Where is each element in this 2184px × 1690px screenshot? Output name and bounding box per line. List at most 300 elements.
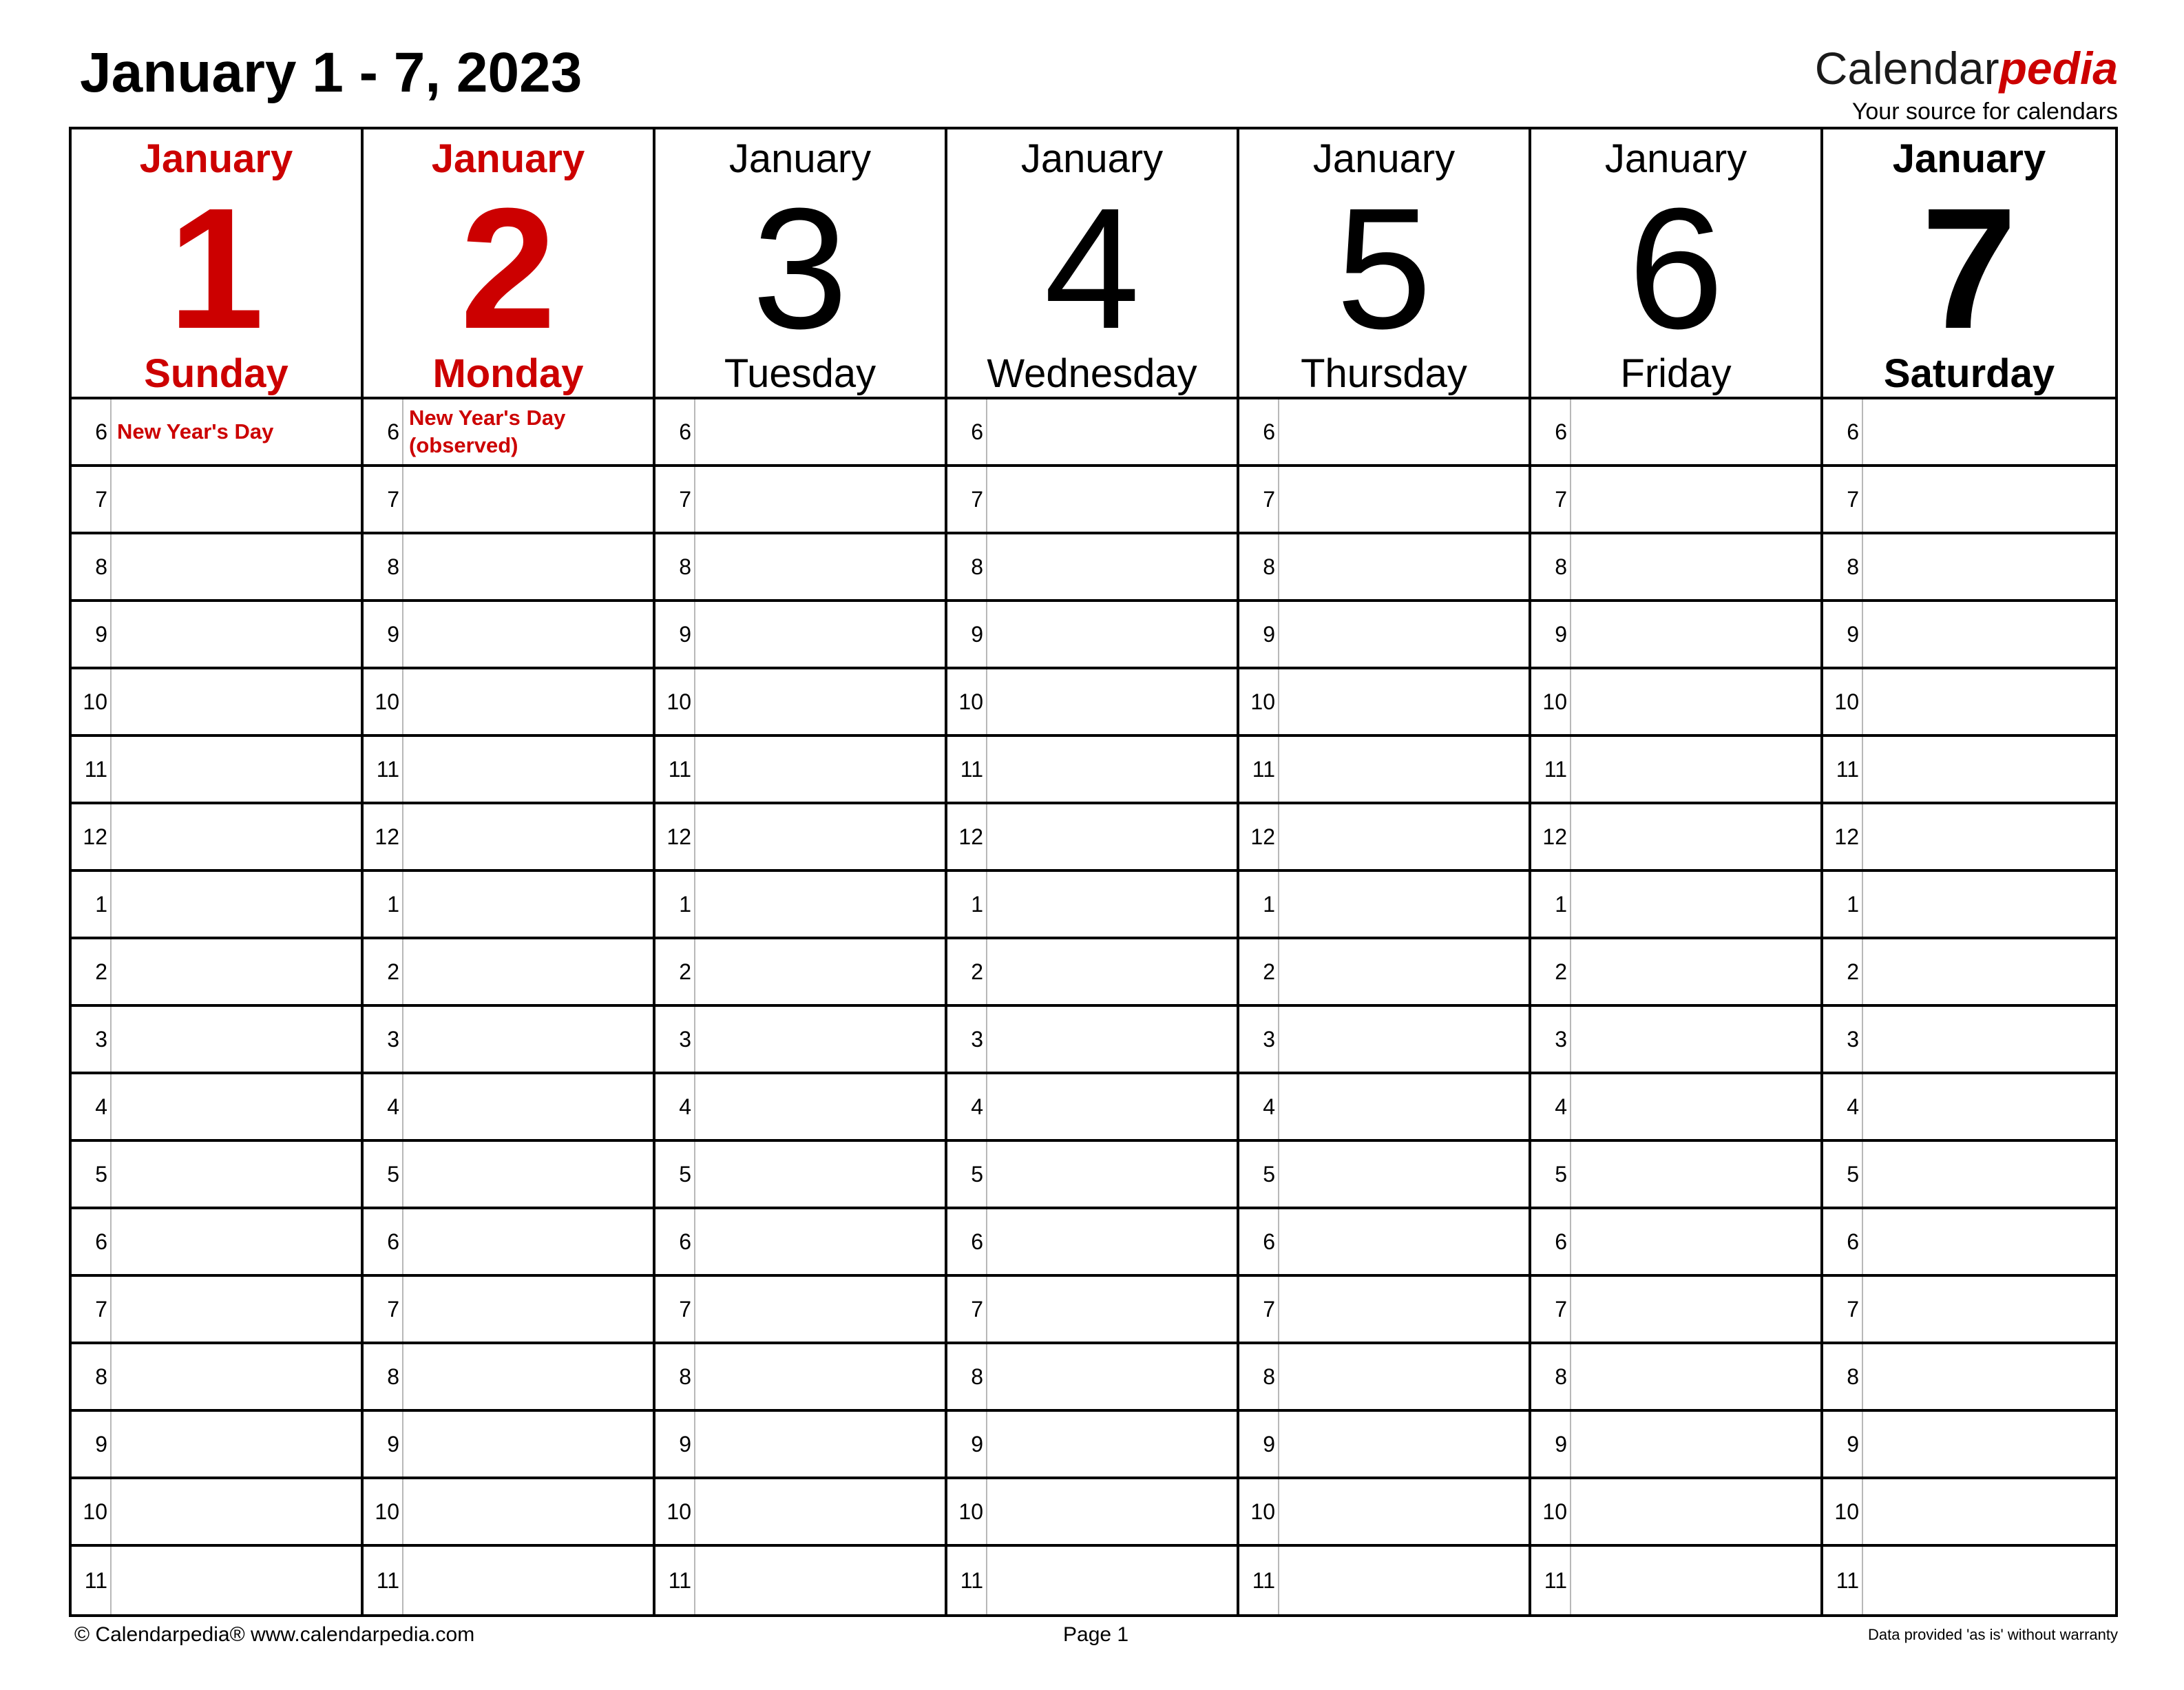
hour-slot[interactable] (1531, 399, 1820, 467)
day-header (364, 129, 653, 399)
hour-slot[interactable] (655, 669, 945, 737)
hour-label: 7 (947, 1277, 987, 1342)
hour-slot[interactable] (947, 939, 1237, 1007)
day-number: 5 (1336, 172, 1432, 364)
day-column (72, 129, 364, 1614)
hour-slot[interactable] (655, 872, 945, 939)
hour-label: 7 (947, 467, 987, 532)
hour-slot[interactable] (364, 1277, 653, 1344)
hour-label: 11 (947, 737, 987, 802)
hour-label: 12 (364, 804, 403, 869)
hour-label: 1 (1823, 872, 1863, 937)
hour-slot[interactable] (947, 1412, 1237, 1479)
hour-slot[interactable] (1823, 534, 2115, 602)
hour-label: 10 (655, 1479, 695, 1544)
hour-label: 6 (1531, 1209, 1571, 1274)
hour-slot[interactable] (1823, 1142, 2115, 1209)
hour-slot[interactable] (947, 467, 1237, 534)
day-column (1823, 129, 2115, 1614)
hour-label: 2 (72, 939, 112, 1004)
page-title: January 1 - 7, 2023 (80, 41, 582, 104)
hour-slot[interactable] (947, 1277, 1237, 1344)
hour-label: 11 (72, 737, 112, 802)
day-month: January (1020, 136, 1164, 181)
hour-slot[interactable] (1239, 1209, 1529, 1277)
hour-label: 3 (655, 1007, 695, 1072)
day-weekday: Friday (1620, 351, 1732, 396)
hour-slot[interactable] (72, 399, 361, 467)
hour-slot[interactable] (364, 1074, 653, 1142)
hour-label: 1 (947, 872, 987, 937)
day-number: 6 (1628, 172, 1724, 364)
hour-label: 9 (947, 602, 987, 667)
hour-slot[interactable] (1239, 939, 1529, 1007)
hour-slot[interactable] (1531, 1479, 1820, 1547)
hour-label: 9 (655, 1412, 695, 1477)
hour-label: 7 (1239, 467, 1279, 532)
hour-slot[interactable] (1239, 872, 1529, 939)
hour-slot[interactable] (655, 602, 945, 669)
hour-label: 8 (364, 1344, 403, 1409)
hour-label: 10 (1239, 1479, 1279, 1544)
hour-label: 2 (1239, 939, 1279, 1004)
hour-label: 2 (364, 939, 403, 1004)
hour-slot[interactable] (1531, 1277, 1820, 1344)
hour-label: 12 (1531, 804, 1571, 869)
brand-name (1815, 39, 2118, 98)
hour-slot[interactable] (947, 1142, 1237, 1209)
hour-label: 10 (947, 1479, 987, 1544)
hour-label: 11 (72, 1547, 112, 1614)
hour-slot[interactable] (1531, 939, 1820, 1007)
hour-label: 12 (947, 804, 987, 869)
hour-slot[interactable] (364, 804, 653, 872)
hour-slot[interactable] (947, 1209, 1237, 1277)
footer-copyright: © Calendarpedia® www.calendarpedia.com (74, 1623, 475, 1646)
hour-label: 8 (1239, 1344, 1279, 1409)
hour-slot[interactable] (72, 534, 361, 602)
hour-slot[interactable] (1239, 1547, 1529, 1614)
hour-slot[interactable] (72, 737, 361, 804)
day-month: January (1312, 136, 1456, 181)
brand-logo (1815, 39, 2118, 125)
hour-slot[interactable] (947, 1547, 1237, 1614)
hour-slot[interactable] (72, 1412, 361, 1479)
hour-slot[interactable] (72, 1547, 361, 1614)
hour-slot[interactable] (1823, 939, 2115, 1007)
hour-label: 1 (1239, 872, 1279, 937)
hour-slot[interactable] (655, 1277, 945, 1344)
hour-slot[interactable] (947, 669, 1237, 737)
hour-slot[interactable] (1823, 1412, 2115, 1479)
hour-slot[interactable] (655, 399, 945, 467)
hour-slot[interactable] (1531, 602, 1820, 669)
day-header (1823, 129, 2115, 399)
hour-label: 11 (1531, 1547, 1571, 1614)
hour-label: 6 (364, 1209, 403, 1274)
day-header (655, 129, 945, 399)
hour-slot[interactable] (72, 804, 361, 872)
hour-slot[interactable] (1239, 1007, 1529, 1074)
hour-slot[interactable] (72, 1007, 361, 1074)
hour-label: 10 (1531, 1479, 1571, 1544)
hour-label: 10 (947, 669, 987, 734)
hour-slot[interactable] (1239, 1074, 1529, 1142)
day-header (1239, 129, 1529, 399)
hour-slot[interactable] (947, 737, 1237, 804)
day-header (72, 129, 361, 399)
hour-slot[interactable] (1239, 467, 1529, 534)
hour-label: 6 (1239, 1209, 1279, 1274)
hour-slot[interactable] (72, 1209, 361, 1277)
hour-label: 4 (364, 1074, 403, 1139)
hour-label: 6 (72, 399, 112, 464)
hour-slot[interactable] (364, 872, 653, 939)
hour-slots (72, 399, 361, 1614)
hour-label: 10 (655, 669, 695, 734)
hour-slot[interactable] (364, 399, 653, 467)
day-number: 1 (168, 172, 264, 364)
hour-label: 6 (72, 1209, 112, 1274)
hour-label: 11 (655, 1547, 695, 1614)
hour-slot[interactable] (655, 1547, 945, 1614)
hour-slot[interactable] (1823, 669, 2115, 737)
hour-label: 5 (72, 1142, 112, 1207)
hour-label: 7 (72, 1277, 112, 1342)
hour-label: 6 (947, 1209, 987, 1274)
hour-label: 4 (1239, 1074, 1279, 1139)
hour-slot[interactable] (1823, 737, 2115, 804)
hour-label: 11 (1823, 737, 1863, 802)
hour-label: 1 (72, 872, 112, 937)
hour-label: 4 (655, 1074, 695, 1139)
hour-label: 3 (364, 1007, 403, 1072)
hour-label: 4 (72, 1074, 112, 1139)
hour-label: 9 (1239, 602, 1279, 667)
hour-slot[interactable] (1531, 1007, 1820, 1074)
hour-label: 10 (72, 669, 112, 734)
hour-slot[interactable] (1823, 804, 2115, 872)
hour-label: 7 (655, 1277, 695, 1342)
hour-slot[interactable] (947, 399, 1237, 467)
hour-label: 10 (364, 669, 403, 734)
hour-slot[interactable] (1823, 1074, 2115, 1142)
hour-slots (364, 399, 653, 1614)
day-weekday: Monday (432, 351, 584, 396)
hour-label: 1 (364, 872, 403, 937)
hour-label: 10 (1239, 669, 1279, 734)
day-weekday: Wednesday (987, 351, 1197, 396)
day-column (655, 129, 947, 1614)
day-header (1531, 129, 1820, 399)
hour-slots (1823, 399, 2115, 1614)
hour-slot[interactable] (1239, 1142, 1529, 1209)
hour-slot[interactable] (364, 939, 653, 1007)
day-column (1531, 129, 1823, 1614)
hour-label: 3 (1823, 1007, 1863, 1072)
hour-slot[interactable] (72, 602, 361, 669)
hour-label: 8 (1239, 534, 1279, 599)
day-weekday: Saturday (1883, 351, 2055, 396)
hour-slot[interactable] (1823, 1209, 2115, 1277)
hour-slot[interactable] (1823, 1479, 2115, 1547)
hour-label: 5 (1823, 1142, 1863, 1207)
hour-label: 12 (1823, 804, 1863, 869)
hour-label: 8 (1531, 1344, 1571, 1409)
hour-slot[interactable] (1239, 534, 1529, 602)
hour-slot[interactable] (1239, 602, 1529, 669)
hour-label: 8 (1823, 534, 1863, 599)
brand-tagline: Your source for calendars (1851, 98, 2118, 125)
week-grid (69, 127, 2118, 1617)
hour-label: 5 (1531, 1142, 1571, 1207)
hour-slot[interactable] (655, 1007, 945, 1074)
day-header (947, 129, 1237, 399)
hour-slot[interactable] (947, 804, 1237, 872)
hour-slot[interactable] (1823, 1007, 2115, 1074)
day-number: 3 (752, 172, 848, 364)
hour-label: 1 (1531, 872, 1571, 937)
day-column (947, 129, 1239, 1614)
hour-slot[interactable] (364, 1344, 653, 1412)
hour-label: 11 (1531, 737, 1571, 802)
hour-label: 7 (1531, 1277, 1571, 1342)
day-number: 2 (460, 172, 556, 364)
hour-slot[interactable] (1823, 1547, 2115, 1614)
hour-slot[interactable] (1239, 1412, 1529, 1479)
hour-label: 10 (72, 1479, 112, 1544)
hour-slot[interactable] (1531, 737, 1820, 804)
hour-label: 6 (655, 399, 695, 464)
hour-slots (1531, 399, 1820, 1614)
hour-slot[interactable] (947, 534, 1237, 602)
hour-label: 7 (1239, 1277, 1279, 1342)
hour-label: 2 (655, 939, 695, 1004)
day-weekday: Tuesday (724, 351, 876, 396)
hour-slot[interactable] (364, 1479, 653, 1547)
hour-label: 7 (364, 1277, 403, 1342)
hour-slot[interactable] (72, 467, 361, 534)
hour-label: 9 (947, 1412, 987, 1477)
hour-label: 8 (72, 1344, 112, 1409)
hour-slot[interactable] (364, 1547, 653, 1614)
hour-slot[interactable] (1823, 602, 2115, 669)
brand-name-accent: pedia (1999, 43, 2118, 94)
hour-slot[interactable] (947, 1007, 1237, 1074)
hour-slot[interactable] (72, 872, 361, 939)
hour-slot[interactable] (364, 467, 653, 534)
hour-label: 8 (1823, 1344, 1863, 1409)
hour-slot[interactable] (1823, 1344, 2115, 1412)
hour-label: 3 (1239, 1007, 1279, 1072)
day-month: January (728, 136, 872, 181)
hour-slot[interactable] (655, 1209, 945, 1277)
hour-label: 8 (947, 1344, 987, 1409)
hour-label: 12 (655, 804, 695, 869)
hour-label: 10 (1823, 1479, 1863, 1544)
hour-slots (655, 399, 945, 1614)
day-month: January (1892, 136, 2046, 181)
hour-slot[interactable] (364, 669, 653, 737)
day-weekday: Sunday (144, 351, 288, 396)
hour-label: 11 (947, 1547, 987, 1614)
hour-label: 9 (1823, 602, 1863, 667)
hour-slot[interactable] (1531, 1074, 1820, 1142)
hour-label: 6 (1239, 399, 1279, 464)
hour-label: 10 (364, 1479, 403, 1544)
day-weekday: Thursday (1301, 351, 1467, 396)
hour-label: 9 (1531, 602, 1571, 667)
hour-label: 8 (947, 534, 987, 599)
hour-label: 8 (1531, 534, 1571, 599)
hour-slot[interactable] (1239, 669, 1529, 737)
hour-slot[interactable] (72, 1142, 361, 1209)
hour-label: 9 (1239, 1412, 1279, 1477)
hour-label: 5 (947, 1142, 987, 1207)
hour-slot[interactable] (1531, 872, 1820, 939)
hour-slot[interactable] (947, 1074, 1237, 1142)
hour-label: 5 (655, 1142, 695, 1207)
hour-label: 8 (655, 1344, 695, 1409)
hour-slot[interactable] (947, 1344, 1237, 1412)
hour-slot[interactable] (1239, 804, 1529, 872)
day-month: January (431, 136, 585, 181)
hour-slot[interactable] (1239, 399, 1529, 467)
hour-label: 7 (1823, 467, 1863, 532)
hour-slot[interactable] (1239, 1277, 1529, 1344)
hour-label: 6 (655, 1209, 695, 1274)
hour-label: 11 (655, 737, 695, 802)
footer-page-number: Page 1 (1063, 1623, 1129, 1646)
hour-slot[interactable] (1531, 669, 1820, 737)
hour-slot[interactable] (1239, 1479, 1529, 1547)
hour-label: 7 (364, 467, 403, 532)
hour-slot[interactable] (655, 737, 945, 804)
hour-label: 8 (655, 534, 695, 599)
hour-slot[interactable] (364, 602, 653, 669)
hour-label: 6 (947, 399, 987, 464)
hour-slot[interactable] (1531, 467, 1820, 534)
hour-slot[interactable] (1823, 872, 2115, 939)
hour-label: 9 (1823, 1412, 1863, 1477)
hour-slot[interactable] (72, 939, 361, 1007)
hour-slot[interactable] (655, 1479, 945, 1547)
hour-label: 4 (1531, 1074, 1571, 1139)
hour-slot[interactable] (1531, 804, 1820, 872)
day-month: January (1604, 136, 1747, 181)
hour-label: 7 (72, 467, 112, 532)
hour-slots (1239, 399, 1529, 1614)
hour-slot[interactable] (364, 1412, 653, 1479)
hour-slot[interactable] (655, 467, 945, 534)
hour-label: 6 (1823, 1209, 1863, 1274)
day-number: 7 (1921, 172, 2017, 364)
hour-label: 9 (364, 1412, 403, 1477)
day-column (1239, 129, 1531, 1614)
hour-label: 6 (1531, 399, 1571, 464)
hour-label: 11 (1239, 1547, 1279, 1614)
hour-label: 9 (1531, 1412, 1571, 1477)
hour-slot[interactable] (947, 602, 1237, 669)
hour-label: 5 (364, 1142, 403, 1207)
hour-label: 1 (655, 872, 695, 937)
hour-label: 2 (1823, 939, 1863, 1004)
hour-label: 9 (364, 602, 403, 667)
hour-slot[interactable] (364, 1142, 653, 1209)
hour-label: 11 (1823, 1547, 1863, 1614)
hour-label: 8 (72, 534, 112, 599)
holiday-note: New Year's Day (observed) (409, 406, 566, 457)
hour-slot[interactable] (655, 534, 945, 602)
hour-slot[interactable] (655, 1142, 945, 1209)
hour-label: 10 (1823, 669, 1863, 734)
hour-slot[interactable] (947, 872, 1237, 939)
hour-slot[interactable] (1531, 1412, 1820, 1479)
hour-label: 6 (364, 399, 403, 464)
hour-label: 4 (947, 1074, 987, 1139)
hour-label: 7 (1531, 467, 1571, 532)
hour-slot[interactable] (1531, 1344, 1820, 1412)
hour-label: 12 (1239, 804, 1279, 869)
hour-label: 7 (1823, 1277, 1863, 1342)
hour-slot[interactable] (1531, 1547, 1820, 1614)
hour-slot[interactable] (1239, 1344, 1529, 1412)
hour-label: 11 (1239, 737, 1279, 802)
hour-label: 7 (655, 467, 695, 532)
hour-slots (947, 399, 1237, 1614)
hour-slot[interactable] (655, 804, 945, 872)
hour-slot[interactable] (1531, 1209, 1820, 1277)
hour-slot[interactable] (72, 669, 361, 737)
day-month: January (139, 136, 293, 181)
hour-label: 3 (72, 1007, 112, 1072)
hour-slot[interactable] (72, 1074, 361, 1142)
hour-slot[interactable] (1531, 534, 1820, 602)
hour-slot[interactable] (655, 1412, 945, 1479)
hour-slot[interactable] (72, 1277, 361, 1344)
hour-slot[interactable] (1823, 1277, 2115, 1344)
hour-label: 2 (1531, 939, 1571, 1004)
footer-disclaimer: Data provided 'as is' without warranty (1867, 1626, 2118, 1643)
day-column (364, 129, 655, 1614)
hour-slot[interactable] (655, 939, 945, 1007)
brand-name-main: Calendar (1814, 43, 1999, 94)
hour-slot[interactable] (655, 1074, 945, 1142)
day-number: 4 (1044, 172, 1140, 364)
hour-slot[interactable] (364, 534, 653, 602)
hour-slot[interactable] (72, 1479, 361, 1547)
hour-label: 9 (72, 602, 112, 667)
hour-slot[interactable] (655, 1344, 945, 1412)
hour-slot[interactable] (364, 1209, 653, 1277)
hour-label: 11 (364, 737, 403, 802)
hour-slot[interactable] (947, 1479, 1237, 1547)
hour-label: 12 (72, 804, 112, 869)
hour-label: 9 (72, 1412, 112, 1477)
holiday-note: New Year's Day (117, 419, 274, 444)
hour-label: 11 (364, 1547, 403, 1614)
hour-label: 4 (1823, 1074, 1863, 1139)
hour-slot[interactable] (1823, 467, 2115, 534)
hour-slot[interactable] (1823, 399, 2115, 467)
hour-slot[interactable] (364, 737, 653, 804)
hour-slot[interactable] (1531, 1142, 1820, 1209)
hour-slot[interactable] (72, 1344, 361, 1412)
hour-label: 6 (1823, 399, 1863, 464)
hour-label: 10 (1531, 669, 1571, 734)
hour-slot[interactable] (1239, 737, 1529, 804)
hour-slot[interactable] (364, 1007, 653, 1074)
